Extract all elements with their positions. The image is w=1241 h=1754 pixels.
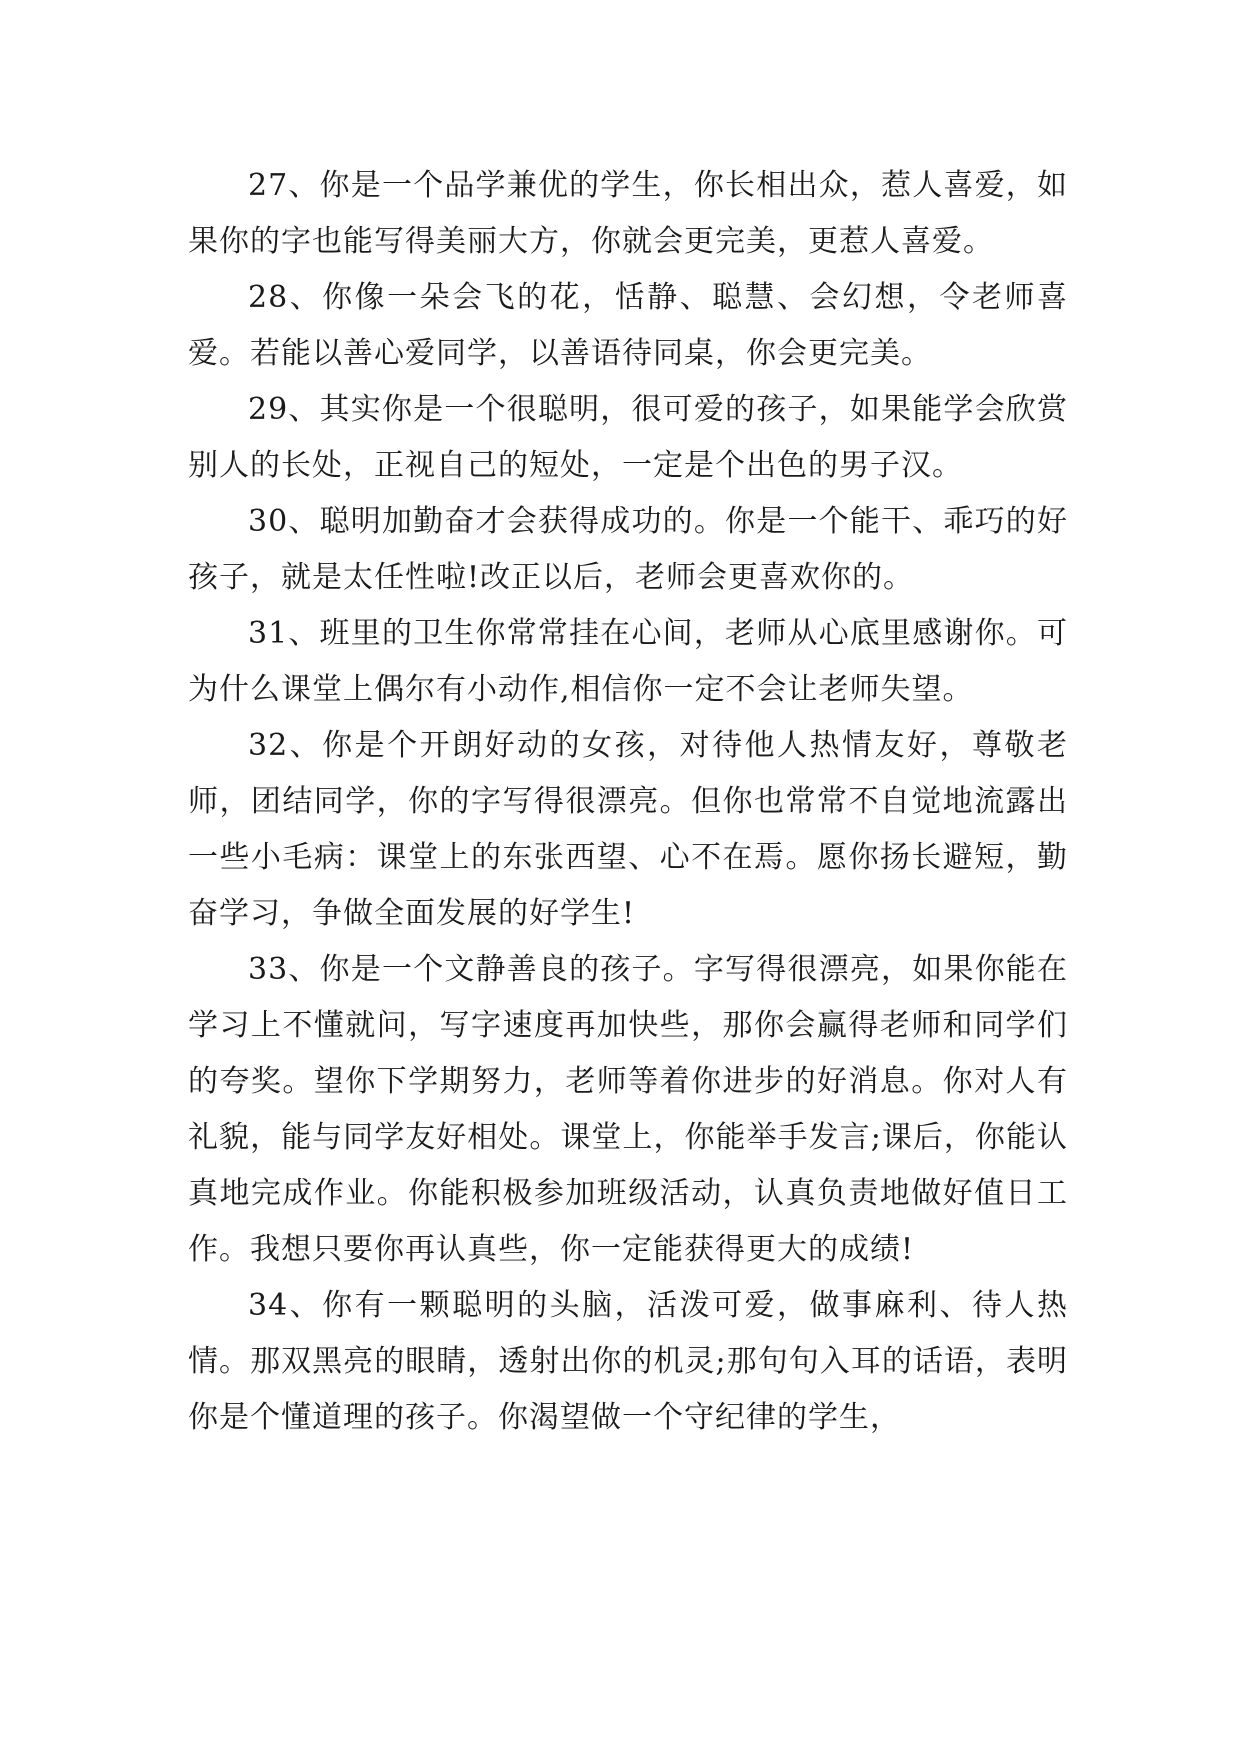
paragraph-28: 28、你像一朵会飞的花，恬静、聪慧、会幻想，令老师喜爱。若能以善心爱同学，以善语待同桌，你会更完美。 bbox=[188, 280, 1068, 371]
paragraph-34: 34、你有一颗聪明的头脑，活泼可爱，做事麻利、待人热情。那双黑亮的眼睛，透射出你的机灵;那句句入耳的话语，表明你是个懂道理的孩子。你渴望做一个守纪律的学生， bbox=[188, 1288, 1068, 1435]
paragraph-31: 31、班里的卫生你常常挂在心间，老师从心底里感谢你。可为什么课堂上偶尔有小动作,相信你一定不会让老师失望。 bbox=[188, 616, 1068, 707]
paragraph-32: 32、你是个开朗好动的女孩，对待他人热情友好，尊敬老师，团结同学，你的字写得很漂亮。但你也常常不自觉地流露出一些小毛病：课堂上的东张西望、心不在焉。愿你扬长避短，勤奋学习，争做全面发展的好学生! bbox=[188, 728, 1068, 931]
document-body bbox=[188, 158, 1068, 1446]
paragraph-29: 29、其实你是一个很聪明，很可爱的孩子，如果能学会欣赏别人的长处，正视自己的短处，一定是个出色的男子汉。 bbox=[188, 392, 1068, 483]
paragraph-30: 30、聪明加勤奋才会获得成功的。你是一个能干、乖巧的好孩子，就是太任性啦!改正以后，老师会更喜欢你的。 bbox=[188, 504, 1068, 595]
paragraph-33: 33、你是一个文静善良的孩子。字写得很漂亮，如果你能在学习上不懂就问，写字速度再加快些，那你会赢得老师和同学们的夸奖。望你下学期努力，老师等着你进步的好消息。你对人有礼貌，能与同学友好相处。课堂上，你能举手发言;课后，你能认真地完成作业。你能积极参加班级活动，认真负责地做好值日工作。我想只要你再认真些，你一定能获得更大的成绩! bbox=[188, 952, 1068, 1267]
paragraph-27: 27、你是一个品学兼优的学生，你长相出众，惹人喜爱，如果你的字也能写得美丽大方，你就会更完美，更惹人喜爱。 bbox=[188, 168, 1068, 259]
